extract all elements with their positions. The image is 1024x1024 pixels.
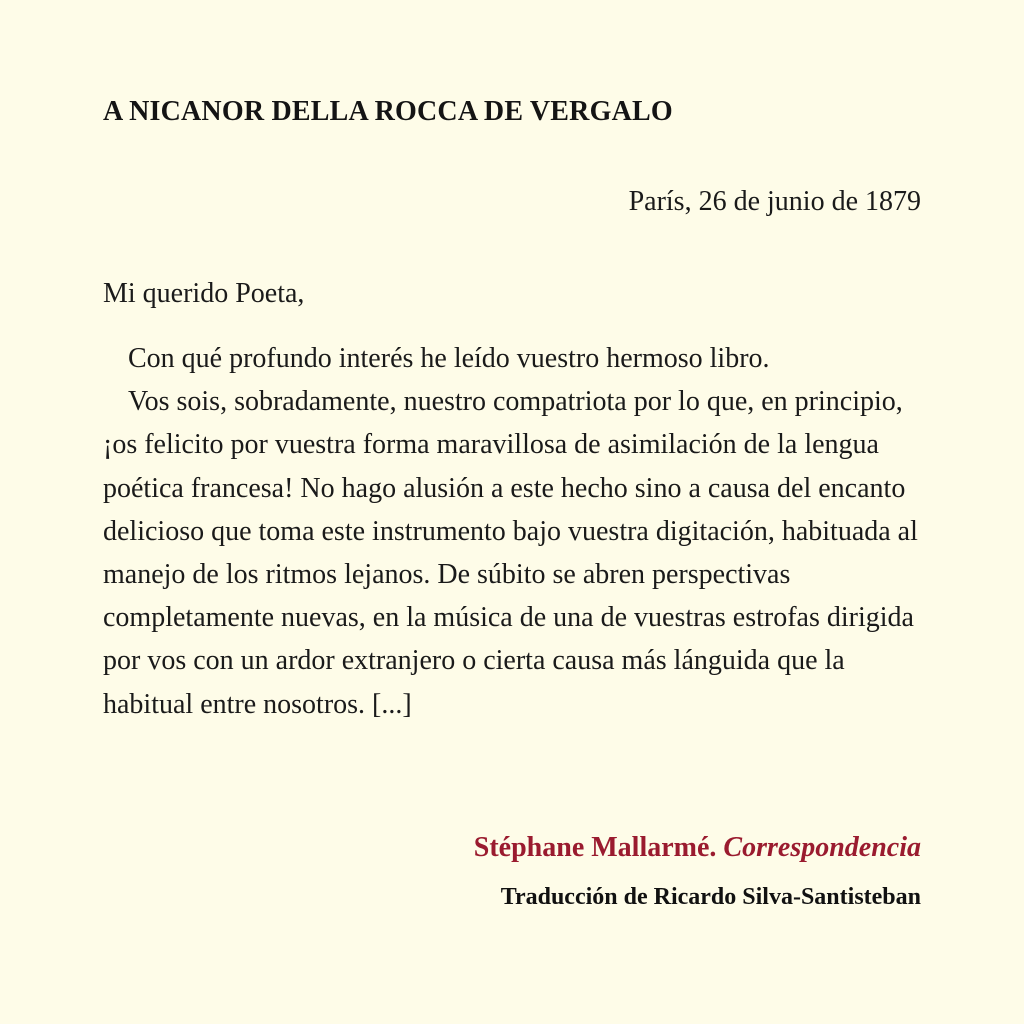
letter-paragraph-2: Vos sois, sobradamente, nuestro compatriota por lo que, en principio, ¡os felicito por vuestra forma maravillosa de asimilación de la lengua poética francesa! No hago alusión a este hecho sino a causa del encanto delicioso que toma este instrumento bajo vuestra digitación, habituada al manejo de los ritmos lejanos. De súbito se abren perspectivas completamente nuevas, en la música de una de vuestras estrofas dirigida por vos con un ardor extranjero o cierta causa más lánguida que la habitual entre nosotros. [...] (103, 386, 918, 720)
translator-credit: Traducción de Ricardo Silva-Santisteban (500, 884, 921, 910)
signature-work-title: Correspondencia (723, 832, 921, 863)
letter-dateline: París, 26 de junio de 1879 (628, 186, 921, 217)
letter-heading: A NICANOR DELLA ROCCA DE VERGALO (103, 96, 673, 127)
letter-page (103, 0, 921, 1024)
letter-salutation: Mi querido Poeta, (103, 278, 305, 309)
signature-author: Stéphane Mallarmé. (473, 832, 717, 863)
letter-paragraph-1: Con qué profundo interés he leído vuestro hermoso libro. (128, 343, 770, 374)
letter-body (103, 337, 921, 726)
signature-line (474, 832, 921, 864)
